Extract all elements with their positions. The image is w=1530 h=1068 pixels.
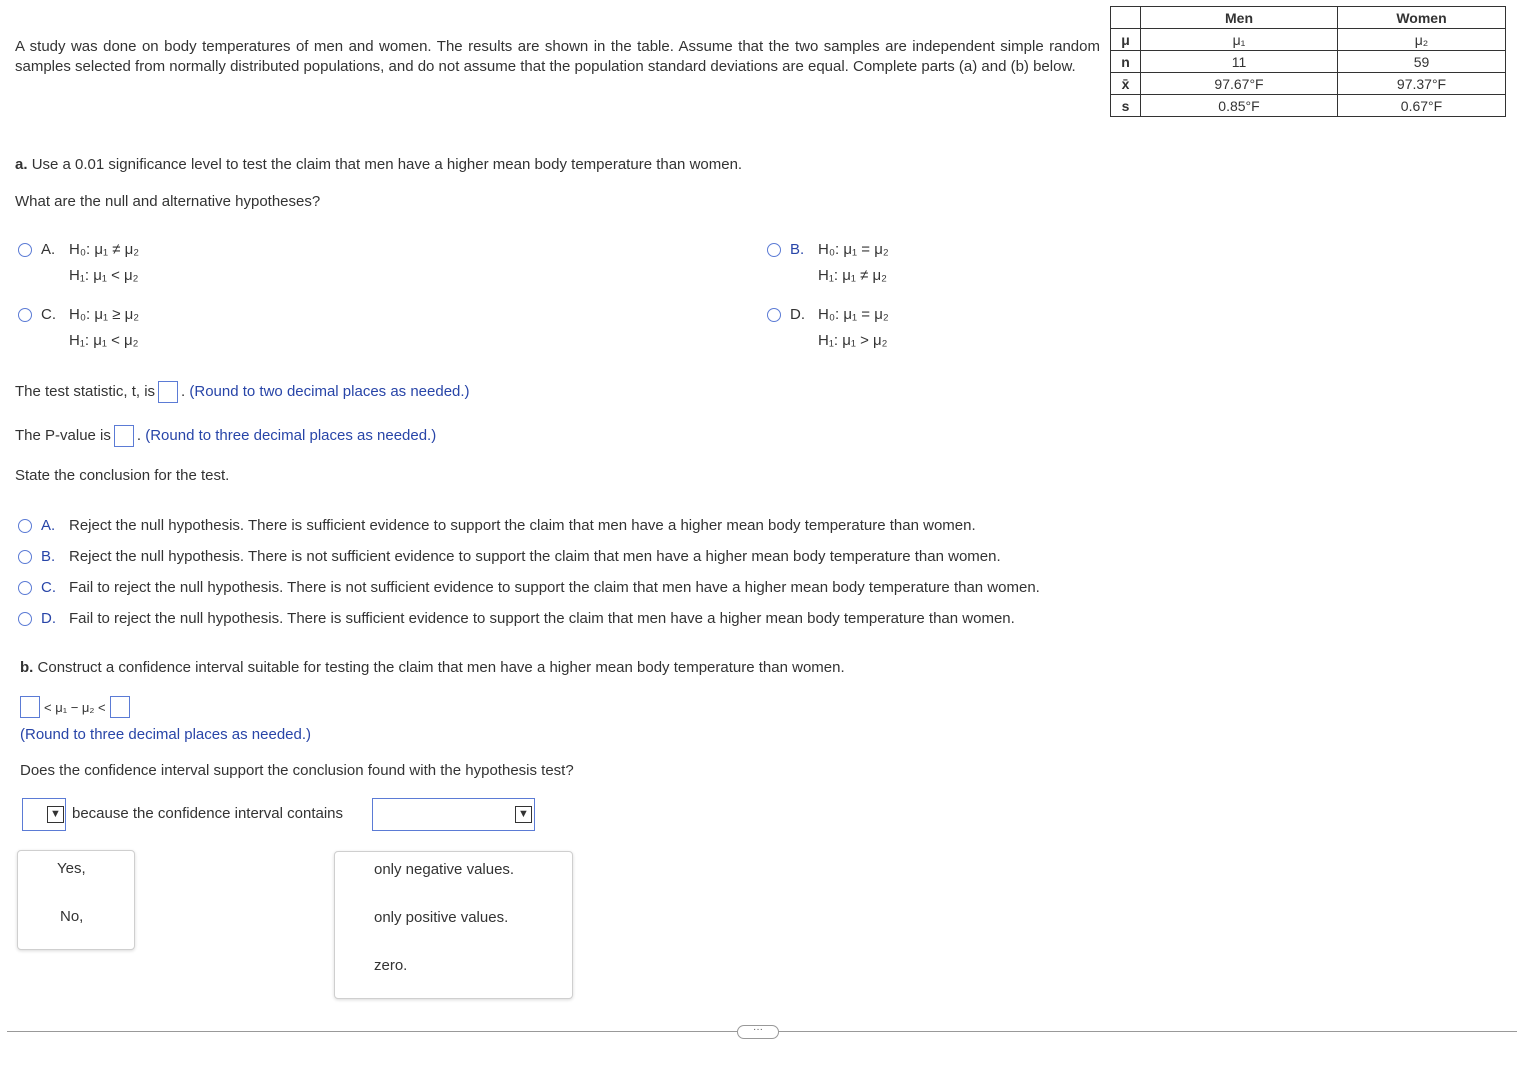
radio-button[interactable] [18,519,32,533]
radio-button[interactable] [18,243,32,257]
table-row [1111,95,1506,117]
hypotheses-question: What are the null and alternative hypotheses? [15,193,321,210]
ci-upper-input[interactable] [110,696,130,718]
table-row-label: μ [1111,29,1141,51]
null-hypothesis: H₀: μ₁ ≥ μ₂ [69,306,140,323]
table-row [1111,73,1506,95]
menu-option-negative[interactable]: only negative values. [374,861,515,878]
table-header-women: Women [1338,7,1506,29]
part-b-label: b. [20,659,34,676]
test-statistic-input[interactable] [158,381,178,403]
part-a-label: a. [15,156,28,173]
conclusion-question: State the conclusion for the test. [15,467,230,484]
more-button[interactable]: ··· [737,1025,779,1039]
option-letter: B. [41,548,56,565]
hyp-option-d[interactable] [767,306,889,354]
alt-hypothesis: H₁: μ₁ ≠ μ₂ [818,267,887,284]
test-statistic-hint: (Round to two decimal places as needed.) [189,382,470,400]
conclusion-option-c[interactable] [18,579,1040,596]
menu-option-positive[interactable]: only positive values. [374,909,509,926]
support-dropdown-menu [17,850,135,950]
because-text: because the confidence interval contains [72,805,344,822]
table-header-men: Men [1141,7,1338,29]
hypothesis-pair [818,302,889,354]
null-hypothesis: H₀: μ₁ = μ₂ [818,306,889,323]
menu-option-no[interactable]: No, [60,908,84,925]
support-question: Does the confidence interval support the conclusion found with the hypothesis test? [20,762,574,779]
menu-option-yes[interactable]: Yes, [57,860,86,877]
table-row [1111,29,1506,51]
option-letter: A. [41,241,56,258]
alt-hypothesis: H₁: μ₁ < μ₂ [69,267,139,284]
null-hypothesis: H₀: μ₁ = μ₂ [818,241,889,258]
hypothesis-pair [69,302,139,354]
confidence-interval-row [20,696,130,718]
alt-hypothesis: H₁: μ₁ > μ₂ [818,332,888,349]
chevron-down-icon: ▼ [515,806,532,823]
data-table [1110,6,1506,117]
option-letter: D. [790,306,805,323]
pvalue-input[interactable] [114,425,134,447]
table-cell-men: μ₁ [1141,29,1338,51]
support-dropdown[interactable] [22,798,66,831]
part-b-text: Construct a confidence interval suitable for testing the claim that men have a higher mean body temperature than women. [37,659,845,676]
radio-button[interactable] [18,550,32,564]
conclusion-option-d[interactable] [18,610,1015,627]
chevron-down-icon: ▼ [47,806,64,823]
ci-middle-text: < μ₁ − μ₂ < [44,699,106,715]
menu-option-zero[interactable]: zero. [374,957,408,974]
radio-button[interactable] [767,243,781,257]
table-cell-women: 97.37°F [1338,73,1506,95]
table-cell-women: μ₂ [1338,29,1506,51]
pvalue-label: The P-value is [15,426,111,444]
contains-dropdown[interactable] [372,798,535,831]
option-letter: A. [41,517,56,534]
hyp-option-b[interactable] [767,241,889,289]
radio-button[interactable] [18,308,32,322]
test-statistic-label: The test statistic, t, is [15,382,156,400]
table-row-label: s [1111,95,1141,117]
table-cell-men: 11 [1141,51,1338,73]
contains-dropdown-menu [334,851,573,999]
radio-button[interactable] [18,612,32,626]
pvalue-hint: (Round to three decimal places as needed.) [145,426,437,444]
option-text: Reject the null hypothesis. There is not sufficient evidence to support the claim that men have a higher mean body temperature than women. [69,548,1001,565]
option-text: Fail to reject the null hypothesis. There is sufficient evidence to support the claim that men have a higher mean body temperature than women. [69,610,1015,627]
pvalue-row: The P-value is . (Round to three decimal places as needed.) [15,425,436,447]
conclusion-option-a[interactable] [18,517,976,534]
table-cell-men: 97.67°F [1141,73,1338,95]
table-cell-women: 0.67°F [1338,95,1506,117]
hyp-option-c[interactable] [18,306,139,354]
part-b-question [20,659,845,676]
table-row-label: n [1111,51,1141,73]
ci-lower-input[interactable] [20,696,40,718]
radio-button[interactable] [767,308,781,322]
part-a-text: Use a 0.01 significance level to test the claim that men have a higher mean body temperature than women. [31,156,743,173]
hypothesis-pair [818,237,889,289]
table-cell-women: 59 [1338,51,1506,73]
table-header-row [1111,7,1506,29]
conclusion-option-b[interactable] [18,548,1001,565]
hyp-option-a[interactable] [18,241,139,289]
table-row-label: x̄ [1111,73,1141,95]
radio-button[interactable] [18,581,32,595]
part-a-question [15,156,742,173]
table-row [1111,51,1506,73]
option-text: Reject the null hypothesis. There is sufficient evidence to support the claim that men have a higher mean body temperature than women. [69,517,976,534]
option-letter: D. [41,610,56,627]
alt-hypothesis: H₁: μ₁ < μ₂ [69,332,139,349]
option-letter: C. [41,579,56,596]
intro-text: A study was done on body temperatures of men and women. The results are shown in the table. Assume that the two samples are independent simple random samples selected from normally distributed populations, and do not assume that the population standard deviations are equal. Complete parts (a) and (b) below. [15,38,1100,75]
option-text: Fail to reject the null hypothesis. There is not sufficient evidence to support the claim that men have a higher mean body temperature than women. [69,579,1040,596]
hypothesis-pair [69,237,139,289]
table-header-empty [1111,7,1141,29]
option-letter: B. [790,241,805,258]
ci-hint: (Round to three decimal places as needed.) [20,726,312,743]
option-letter: C. [41,306,56,323]
table-cell-men: 0.85°F [1141,95,1338,117]
null-hypothesis: H₀: μ₁ ≠ μ₂ [69,241,140,258]
test-statistic-row: The test statistic, t, is . (Round to two decimal places as needed.) [15,381,470,403]
